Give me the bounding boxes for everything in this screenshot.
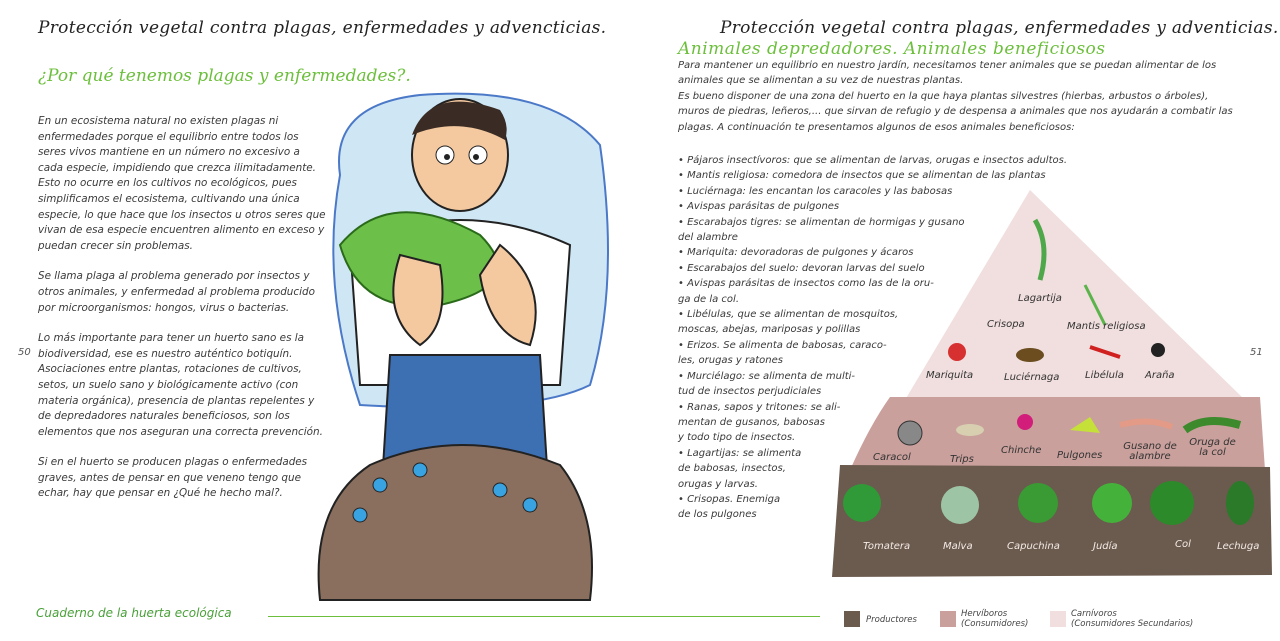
left-page-title: Protección vegetal contra plagas, enfermedades y advencticias. [38, 18, 607, 38]
label-libelula: Libélula [1085, 370, 1124, 381]
list-item: moscas, abejas, mariposas y polillas [678, 324, 861, 336]
label-chinche: Chinche [1001, 445, 1042, 456]
paragraph: Si en el huerto se producen plagas o enfermedades graves, antes de pensar en que veneno tengo que echar, hay que pensar en ¿Qué he hecho mal?. [38, 456, 308, 500]
right-page-intro [678, 58, 1238, 135]
page-number-right: 51 [1250, 347, 1263, 358]
list-item: • Escarabajos tigres: se alimentan de hormigas y gusano [678, 216, 965, 228]
legend-producers: Productores [866, 615, 917, 625]
list-item: de babosas, insectos, [678, 463, 786, 475]
legend-carnivores-line1: Carnívoros [1071, 609, 1117, 619]
list-item: mentan de gusanos, babosas [678, 416, 826, 428]
list-item: • Pájaros insectívoros: que se alimentan de larvas, orugas e insectos adultos. [678, 155, 1067, 166]
left-page-heading: ¿Por qué tenemos plagas y enfermedades?. [38, 66, 411, 86]
paragraph: Para mantener un equilibrio en nuestro jardín, necesitamos tener animales que se puedan alimentar de los animales que se alimentan a su vez de nuestras plantas. [678, 60, 1217, 87]
label-crisopa: Crisopa [987, 319, 1025, 330]
list-item: ga de la col. [678, 293, 739, 305]
footer-divider [268, 616, 820, 617]
legend-swatch-producers [844, 611, 860, 627]
list-item: • Crisopas. Enemiga [678, 493, 781, 505]
list-item: • Libélulas, que se alimentan de mosquitos, [678, 309, 899, 321]
legend-swatch-carnivores [1050, 611, 1066, 627]
label-trips: Trips [950, 454, 974, 465]
label-lechuga: Lechuga [1217, 541, 1260, 552]
label-luciernaga: Luciérnaga [1004, 372, 1060, 383]
list-item: • Avispas parásitas de pulgones [678, 201, 840, 213]
list-item: • Luciérnaga: les encantan los caracoles y las babosas [678, 185, 953, 197]
paragraph: Es bueno disponer de una zona del huerto en la que haya plantas silvestres (hierbas, arbustos o árboles), muros de piedras, leñeros,... que sirvan de refugio y de despensa a animales que nos ayudarán a combatir las plagas. A continuación te presentamos algunos de esos animales beneficiosos: [678, 90, 1233, 133]
list-item: de los pulgones [678, 509, 757, 521]
list-item: • Ranas, sapos y tritones: se ali- [678, 401, 841, 413]
legend-herbivores-line1: Hervíboros [961, 609, 1008, 619]
list-item: • Avispas parásitas de insectos como las de la oru- [678, 278, 934, 290]
legend-carnivores [1071, 609, 1193, 629]
label-malva: Malva [943, 541, 973, 552]
list-item: • Mantis religiosa: comedora de insectos que se alimentan de las plantas [678, 170, 1046, 182]
label-tomatera: Tomatera [863, 541, 911, 552]
gardener-illustration [300, 85, 620, 605]
left-page-body [38, 114, 328, 517]
label-oruga-col: Oruga de la col [1189, 437, 1236, 458]
list-item: • Mariquita: devoradoras de pulgones y ácaros [678, 247, 914, 259]
label-gusano-alambre: Gusano de alambre [1123, 441, 1177, 462]
footer-book-title: Cuaderno de la huerta ecológica [36, 606, 232, 620]
label-capuchina: Capuchina [1007, 541, 1060, 552]
label-lagartija: Lagartija [1018, 293, 1062, 304]
label-mantis: Mantis religiosa [1067, 321, 1146, 332]
legend-herbivores-line2: (Consumidores) [961, 619, 1029, 629]
list-item: tud de insectos perjudiciales [678, 386, 822, 398]
label-arana: Araña [1145, 370, 1175, 381]
page-number-left: 50 [18, 347, 31, 358]
list-item: y todo tipo de insectos. [678, 432, 796, 444]
label-col: Col [1175, 539, 1191, 550]
list-item: orugas y larvas. [678, 478, 758, 490]
list-item: • Murciélago: se alimenta de multi- [678, 370, 856, 382]
paragraph: En un ecosistema natural no existen plagas ni enfermedades porque el equilibrio entre todos los seres vivos mantiene en un número no excesivo a cada especie, impidiendo que crezca ilimitadamente. Esto no ocurre en los cultivos no ecológicos, pues simplificamos el ecosistema, cultivando una única especie, lo que hace que los insectos u otros seres que vivan de esa especie encuentren alimento en exceso y puedan crecer sin problemas. [38, 115, 326, 252]
paragraph: Lo más importante para tener un huerto sano es la biodiversidad, ese es nuestro auténtico botiquín. Asociaciones entre plantas, rotaciones de cultivos, setos, un suelo sano y biológicamente activo (con materia orgánica), presencia de plantas repelentes y de depredadores naturales beneficiosos, son los elementos que nos aseguran una correcta prevención. [38, 332, 323, 438]
label-caracol: Caracol [873, 452, 911, 463]
beneficial-animals-list [678, 153, 1248, 523]
right-page-title: Protección vegetal contra plagas, enfermedades y adventicias. [720, 18, 1279, 38]
list-item: • Lagartijas: se alimenta [678, 447, 802, 459]
list-item: • Erizos. Se alimenta de babosas, caraco- [678, 339, 887, 351]
label-pulgones: Pulgones [1057, 450, 1103, 461]
list-item: les, orugas y ratones [678, 355, 784, 367]
legend-swatch-herbivores [940, 611, 956, 627]
right-page-heading: Animales depredadores. Animales beneficiosos [678, 39, 1106, 59]
paragraph: Se llama plaga al problema generado por insectos y otros animales, y enfermedad al problema producido por microorganismos: hongos, virus o bacterias. [38, 270, 315, 314]
list-item: del alambre [678, 232, 738, 244]
label-mariquita: Mariquita [926, 370, 974, 381]
label-judia: Judía [1093, 541, 1118, 552]
legend-carnivores-line2: (Consumidores Secundarios) [1071, 619, 1194, 629]
legend-herbivores [961, 609, 1028, 629]
list-item: • Escarabajos del suelo: devoran larvas del suelo [678, 262, 925, 274]
